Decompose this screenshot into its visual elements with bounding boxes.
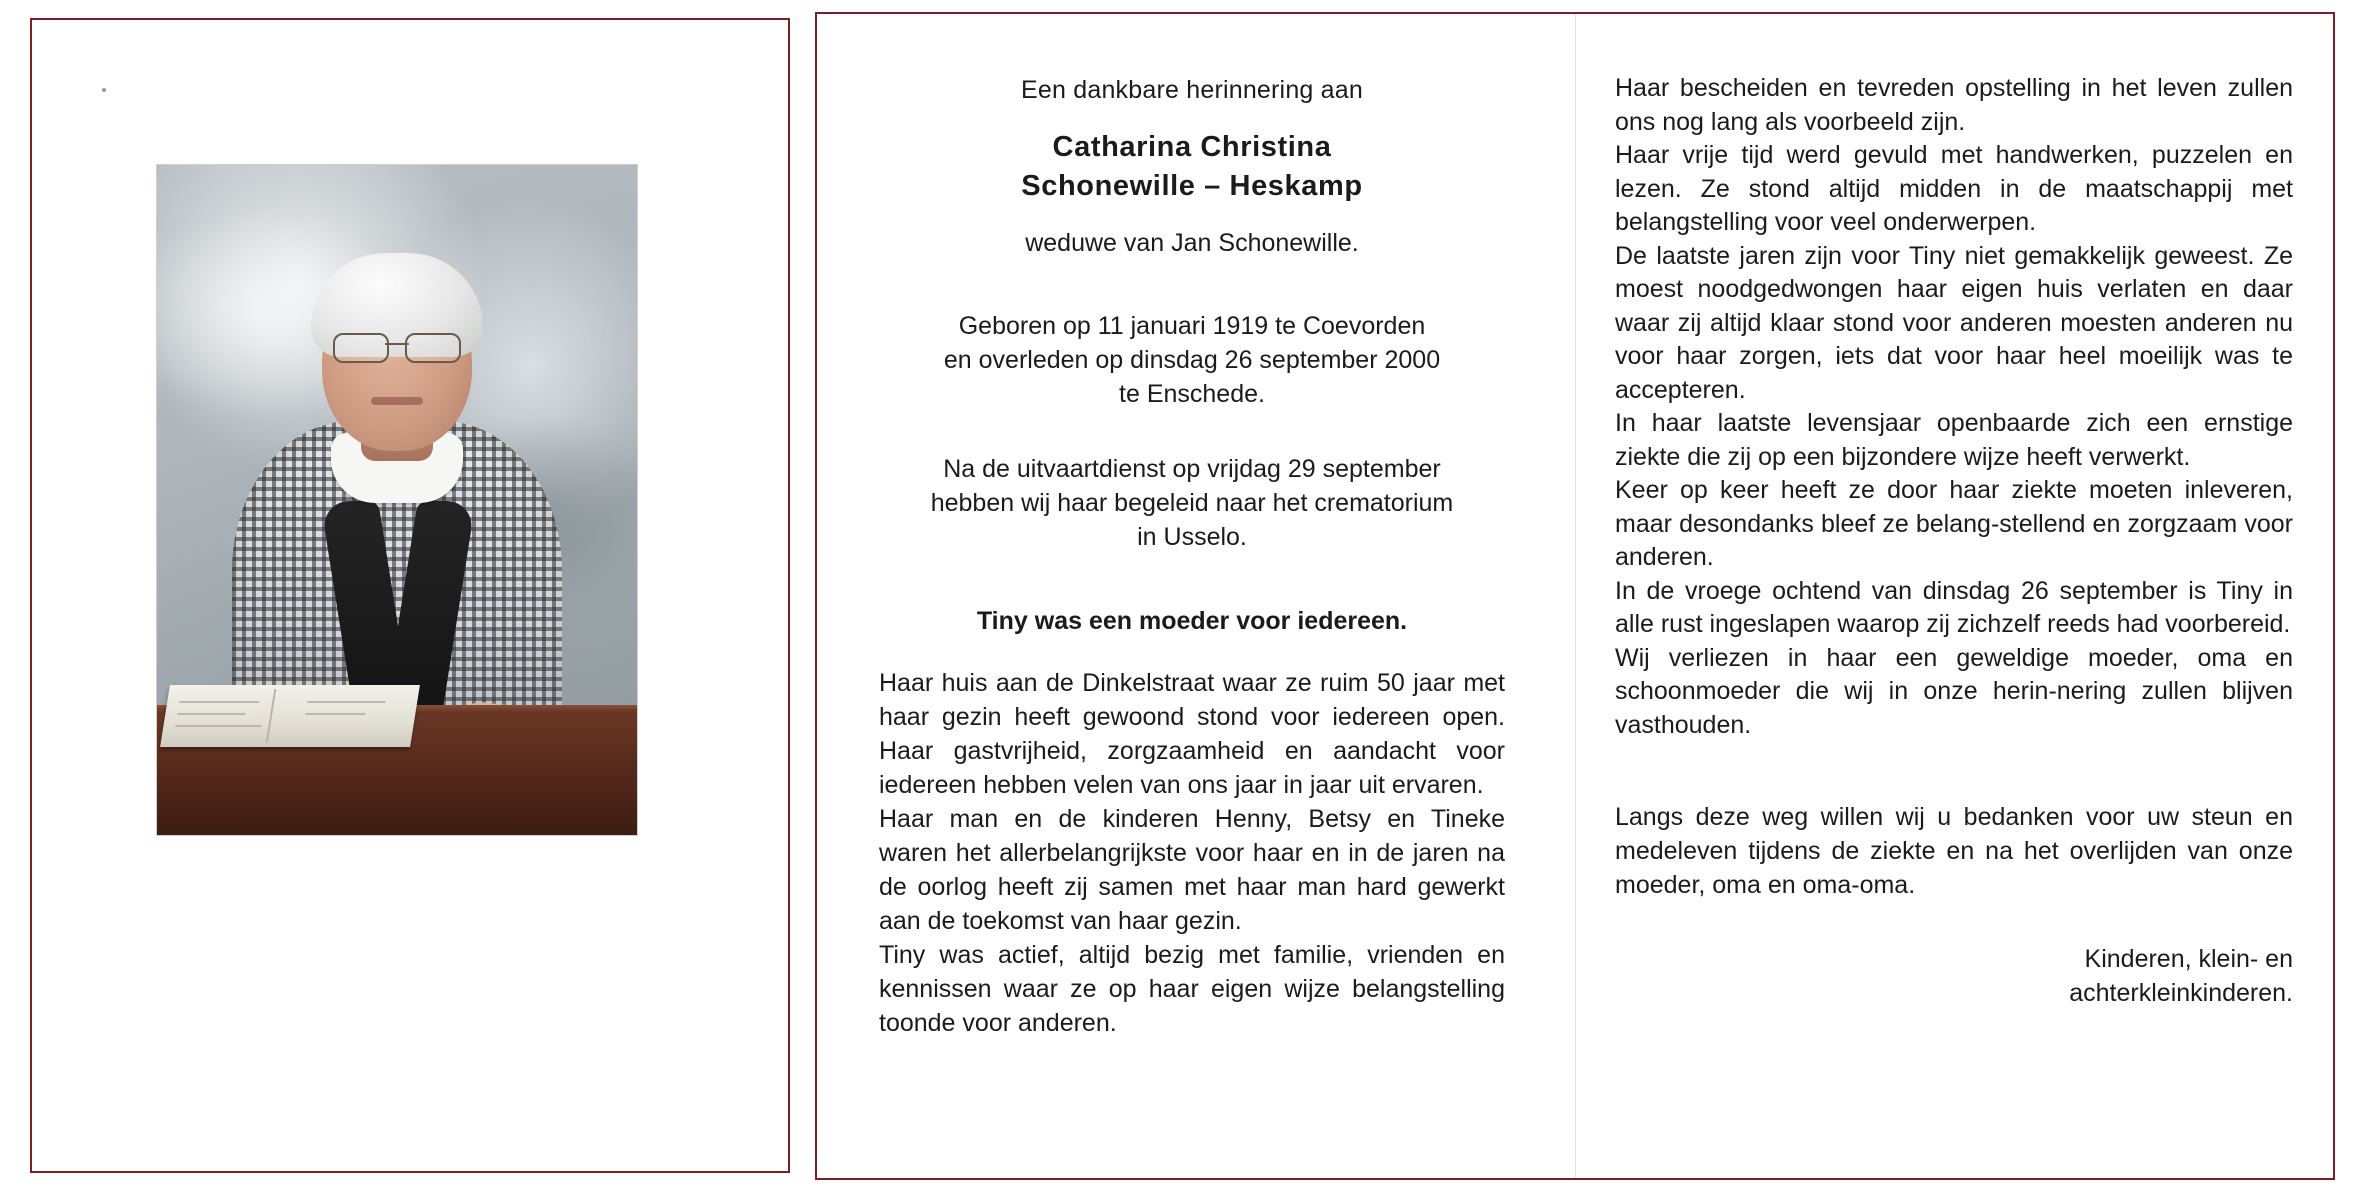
card-page-right (1575, 14, 2333, 1178)
signature-line-1: Kinderen, klein- en (2084, 945, 2293, 973)
photo-card-panel (30, 18, 790, 1173)
funeral-service-block (879, 453, 1505, 554)
paragraph: De laatste jaren zijn voor Tiny niet gemakkelijk geweest. Ze moest noodgedwongen haar eigen huis verlaten en daar waar zij altijd klaar stond voor anderen moesten anderen nu voor haar zorgen, iets dat voor haar heel moeilijk was te accepteren. (1615, 241, 2293, 404)
paragraph: Haar man en de kinderen Henny, Betsy en Tineke waren het allerbelangrijkste voor haar en in de jaren na de oorlog heeft zij samen met haar man hard gewerkt aan de toekomst van haar gezin. (879, 804, 1505, 935)
photo-backdrop (157, 165, 637, 835)
deceased-first-names: Catharina Christina (1052, 131, 1332, 163)
memorial-intro: Een dankbare herinnering aan (1021, 76, 1363, 104)
service-line-1: Na de uitvaartdienst op vrijdag 29 september (943, 455, 1441, 484)
glasses-lens-right (405, 333, 461, 363)
scan-speck (102, 88, 106, 92)
death-line: en overleden op dinsdag 26 september 2000 (943, 345, 1441, 374)
paragraph: Langs deze weg willen wij u bedanken voor uw steun en medeleven tijdens de ziekte en na het overlijden van onze moeder, oma en oma-oma. (1615, 803, 2293, 899)
service-line-3: in Usselo. (1137, 522, 1247, 551)
birth-death-block (879, 310, 1505, 411)
memorial-motto: Tiny was een moeder voor iedereen. (976, 606, 1408, 635)
deceased-surname: Schonewille – Heskamp (1021, 170, 1363, 202)
book-text-line (175, 725, 261, 727)
open-book (160, 685, 420, 747)
left-page-body (879, 666, 1505, 1040)
text-card-panel (815, 12, 2335, 1180)
birth-line: Geboren op 11 januari 1919 te Coevorden (958, 312, 1426, 340)
death-place-line: te Enschede. (1119, 379, 1265, 408)
signature-line-2: achterkleinkinderen. (2069, 979, 2293, 1007)
glasses-icon (333, 333, 461, 359)
right-page-body (1615, 72, 2293, 742)
paragraph: In haar laatste levensjaar openbaarde zich een ernstige ziekte die zij op een bijzondere wijze heeft verwerkt. (1615, 409, 2293, 471)
signature-block (1615, 942, 2293, 1010)
book-text-line (177, 713, 245, 715)
paragraph: Keer op keer heeft ze door haar ziekte moeten inleveren, maar desondanks bleef ze belang-stellend en zorgzaam voor anderen. (1615, 476, 2293, 571)
widow-of-line: weduwe van Jan Schonewille. (1025, 229, 1359, 257)
card-page-left (817, 14, 1575, 1178)
thank-you-note (1615, 800, 2293, 902)
book-text-line (305, 713, 365, 715)
paragraph: Haar bescheiden en tevreden opstelling in het leven zullen ons nog lang als voorbeeld zijn. (1615, 74, 2293, 136)
book-text-line (179, 701, 259, 703)
book-text-line (307, 701, 385, 703)
glasses-lens-left (333, 333, 389, 363)
paragraph: Wij verliezen in haar een geweldige moeder, oma en schoonmoeder die wij in onze herin-nering zullen blijven vasthouden. (1615, 643, 2293, 739)
paragraph: In de vroege ochtend van dinsdag 26 september is Tiny in alle rust ingeslapen waarop zij zichzelf reeds had voorbereid. (1615, 576, 2293, 638)
paragraph: Tiny was actief, altijd bezig met familie, vrienden en kennissen waar ze op haar eigen wijze belangstelling toonde voor anderen. (879, 940, 1505, 1037)
paragraph: Haar huis aan de Dinkelstraat waar ze ruim 50 jaar met haar gezin heeft gewoond stond voor iedereen open. Haar gastvrijheid, zorgzaamheid en aandacht voor iedereen hebben velen van ons jaar in jaar uit ervaren. (879, 668, 1505, 799)
paragraph: Haar vrije tijd werd gevuld met handwerken, puzzelen en lezen. Ze stond altijd midden in de maatschappij met belangstelling voor veel onderwerpen. (1615, 141, 2293, 236)
portrait-photograph (157, 165, 637, 835)
service-line-2: hebben wij haar begeleid naar het crematorium (930, 489, 1454, 517)
mouth (371, 397, 423, 405)
